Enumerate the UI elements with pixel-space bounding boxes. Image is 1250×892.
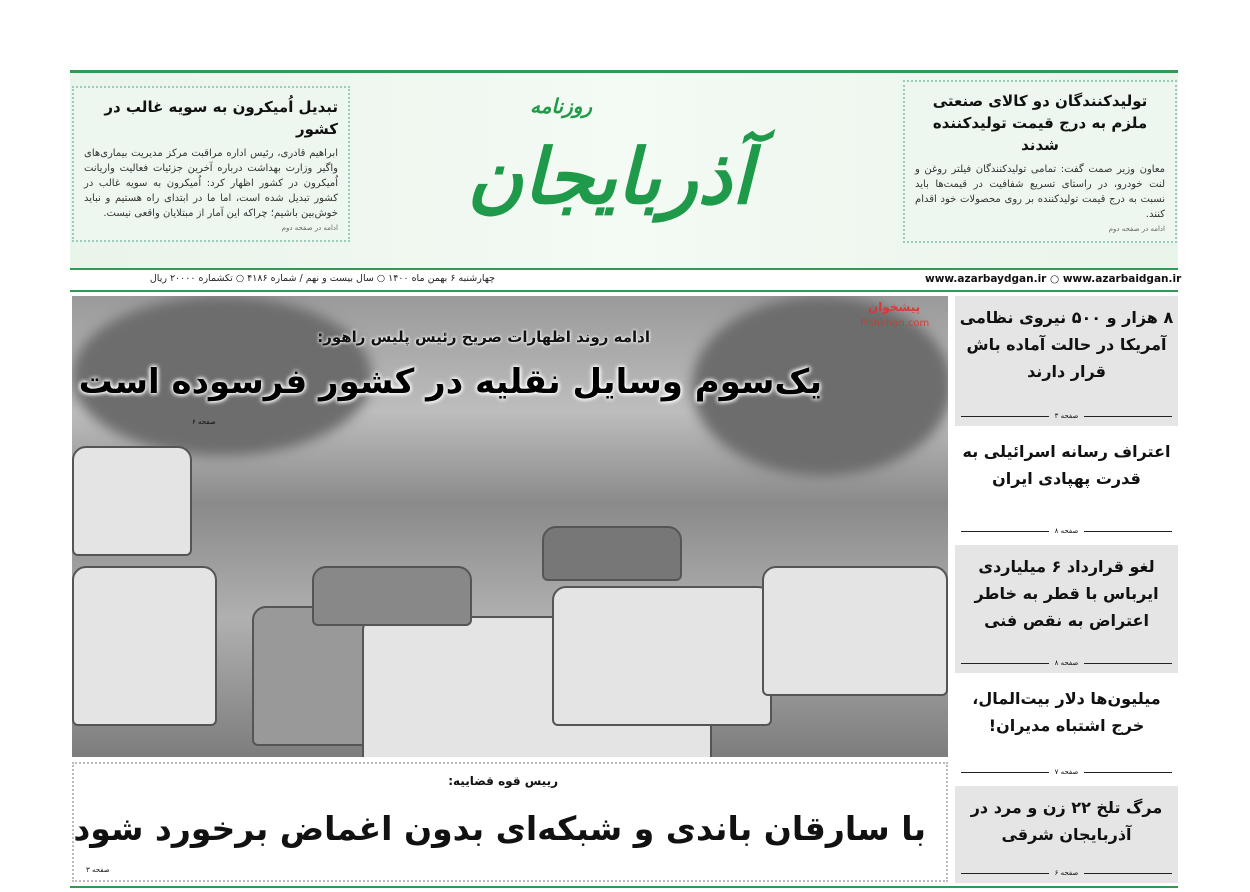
right-news-box: [903, 80, 1177, 243]
story-title: ۸ هزار و ۵۰۰ نیروی نظامی آمریکا در حالت آماده باش قرار دارند: [959, 308, 1174, 381]
divider: [70, 886, 1178, 888]
story-title: میلیون‌ها دلار بیت‌المال، خرج اشتباه مدیران!: [972, 689, 1161, 735]
story-page-ref: صفحه ۸: [1049, 659, 1085, 667]
right-box-title: تولیدکنندگان دو کالای صنعتی ملزم به درج قیمت تولیدکننده شدند: [932, 92, 1148, 154]
left-box-more: ادامه در صفحه دوم: [281, 224, 338, 232]
right-box-more: ادامه در صفحه دوم: [1108, 225, 1165, 233]
dateline: چهارشنبه ۶ بهمن ماه ۱۴۰۰ ○ سال بیست و نهم / شماره ۴۱۸۶ ○ تکشماره ۲۰۰۰۰ ریال: [149, 273, 495, 284]
story-title: اعتراف رسانه اسرائیلی به قدرت پهپادی ایران: [962, 442, 1171, 488]
left-box-title: تبدیل اُمیکرون به سویه غالب در کشور: [104, 98, 338, 138]
lead-page-ref: صفحه ۶: [192, 418, 216, 426]
story-page-ref: صفحه ۳: [1049, 412, 1085, 420]
story-page-ref: صفحه ۶: [1049, 869, 1085, 877]
story-title: مرگ تلخ ۲۲ زن و مرد در آذربایجان شرقی: [970, 798, 1163, 844]
bottom-page-ref: صفحه ۳: [86, 866, 110, 874]
story-title: لغو قرارداد ۶ میلیاردی ایرباس با قطر به خاطر اعتراض به نقص فنی: [974, 557, 1159, 630]
lead-kicker: ادامه روند اظهارات صریح رئیس پلیس راهور:: [317, 328, 650, 346]
logo-sub: روزنامه: [530, 94, 593, 118]
story-page-ref: صفحه ۸: [1049, 527, 1085, 535]
bottom-kicker: رییس قوه قضاییه:: [448, 774, 558, 788]
sidebar-story: [955, 430, 1178, 541]
divider: [70, 268, 1178, 270]
watermark-logo: پیشخوان: [868, 300, 921, 314]
lead-headline: یک‌سوم وسایل نقلیه در کشور فرسوده است: [78, 362, 822, 402]
sidebar-story: [955, 296, 1178, 426]
left-news-box: [72, 86, 350, 242]
sidebar-story: [955, 677, 1178, 782]
left-box-body: ابراهیم قادری، رئیس اداره مراقبت مرکز مدیریت بیماری‌های واگیر وزارت بهداشت درباره آخرین جزئیات فعالیت واریانت اُمیکرون در کشور اظهار کرد: اُمیکرون به سویه غالب در کشور تبدیل شده است، اما ما در ابتدای راه هستیم و نباید خوش‌بین باشیم؛ چراکه این آمار از مبتلایان واقعی نیست.: [84, 148, 338, 219]
watermark-url: Pishkhan.com: [860, 318, 930, 329]
website-links[interactable]: www.azarbaydgan.ir ○ www.azarbaidgan.ir: [925, 273, 1182, 285]
bottom-story: [72, 762, 948, 882]
sidebar-story: [955, 786, 1178, 883]
logo-name: آذربایجان: [467, 132, 753, 221]
newspaper-logo: [410, 72, 810, 267]
sidebar-story: [955, 545, 1178, 673]
story-page-ref: صفحه ۷: [1049, 768, 1085, 776]
right-box-body: معاون وزیر صمت گفت: تمامی تولیدکنندگان فیلتر روغن و لنت خودرو، در راستای تسریع شفافیت در قیمت‌ها باید نسبت به درج قیمت تولیدکننده بر روی محصولات خود اقدام کنند.: [915, 164, 1165, 220]
divider: [70, 290, 1178, 292]
bottom-headline: با سارقان باندی و شبکه‌ای بدون اغماض برخورد شود: [73, 809, 926, 848]
